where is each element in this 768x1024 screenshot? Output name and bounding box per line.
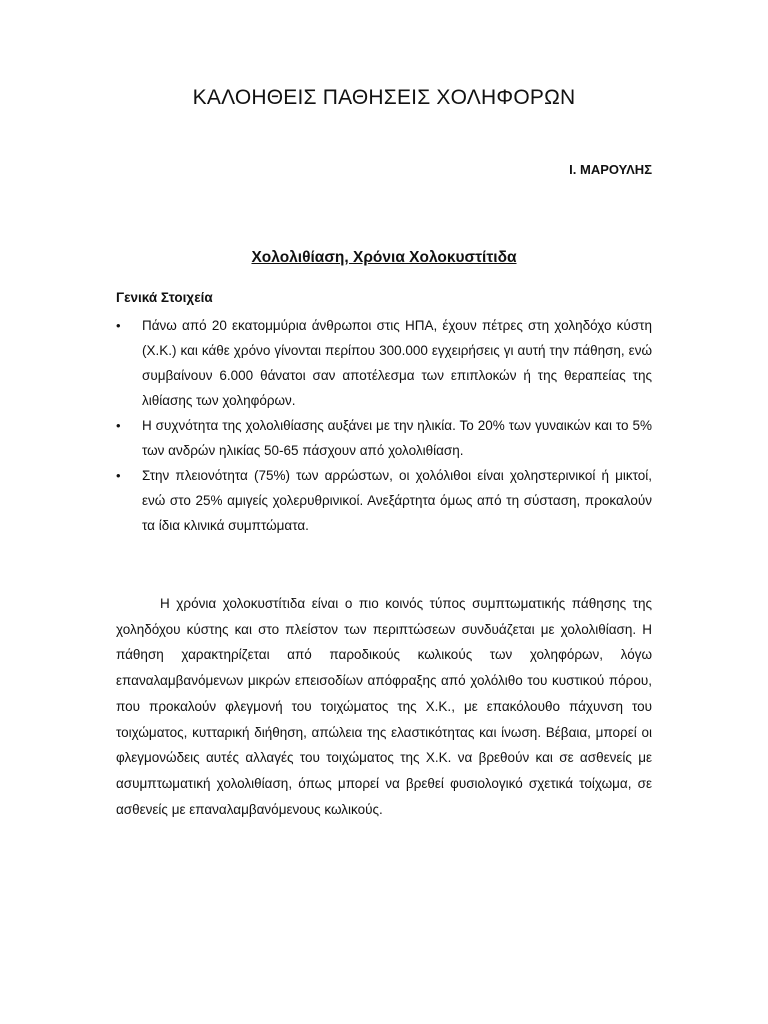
bullet-icon: • [116, 418, 121, 433]
body-paragraph: Η χρόνια χολοκυστίτιδα είναι ο πιο κοινός τύπος συμπτωματικής πάθησης της χοληδόχου κύστης και στο πλείστον των περιπτώσεων συνδυάζεται με χολολιθίαση. Η πάθηση χαρακτηρίζεται από παροδικούς κωλικούς των χοληφόρων, λόγω επαναλαμβανόμενων μικρών επεισοδίων απόφραξης από χολόλιθο του κυστικού πόρου, που προκαλούν φλεγμονή του τοιχώματος της Χ.Κ., με επακόλουθο πάχυνση του τοιχώματος, κυτταρική διήθηση, απώλεια της ελαστικότητας και ίνωση. Βέβαια, μπορεί οι φλεγμονώδεις αυτές αλλαγές του τοιχώματος της Χ.Κ. να βρεθούν και σε ασθενείς με ασυμπτωματική χολολιθίαση, όπως μπορεί να βρεθεί φυσιολογικό σχετικά τοίχωμα, σε ασθενείς με επαναλαμβανόμενους κωλικούς. [116, 596, 652, 817]
list-item [116, 463, 652, 538]
list-item-text: Η συχνότητα της χολολιθίασης αυξάνει με την ηλικία. Το 20% των γυναικών και το 5% των ανδρών ηλικίας 50-65 πάσχουν από χολολιθίαση. [142, 418, 652, 458]
list-item [116, 413, 652, 463]
document-title: ΚΑΛΟΗΘΕΙΣ ΠΑΘΗΣΕΙΣ ΧΟΛΗΦΟΡΩΝ [192, 86, 576, 109]
list-item [116, 313, 652, 413]
bullet-icon: • [116, 318, 121, 333]
section-title: Χολολιθίαση, Χρόνια Χολοκυστίτιδα [251, 249, 517, 266]
list-item-text: Στην πλειονότητα (75%) των αρρώστων, οι χολόλιθοι είναι χοληστερινικοί ή μικτοί, ενώ στο 25% αμιγείς χολερυθρινικοί. Ανεξάρτητα όμως από τη σύσταση, προκαλούν τα ίδια κλινικά συμπτώματα. [142, 468, 652, 533]
bullet-icon: • [116, 468, 121, 483]
list-item-text: Πάνω από 20 εκατομμύρια άνθρωποι στις ΗΠΑ, έχουν πέτρες στη χοληδόχο κύστη (Χ.Κ.) και κάθε χρόνο γίνονται περίπου 300.000 εγχειρήσεις γι αυτή την πάθηση, ενώ συμβαίνουν 6.000 θάνατοι σαν αποτέλεσμα των επιπλοκών ή της θεραπείας της λιθίασης των χοληφόρων. [142, 318, 652, 408]
subsection-title: Γενικά Στοιχεία [116, 290, 213, 305]
bullet-list [116, 313, 652, 538]
author-name: Ι. ΜΑΡΟΥΛΗΣ [569, 162, 652, 177]
